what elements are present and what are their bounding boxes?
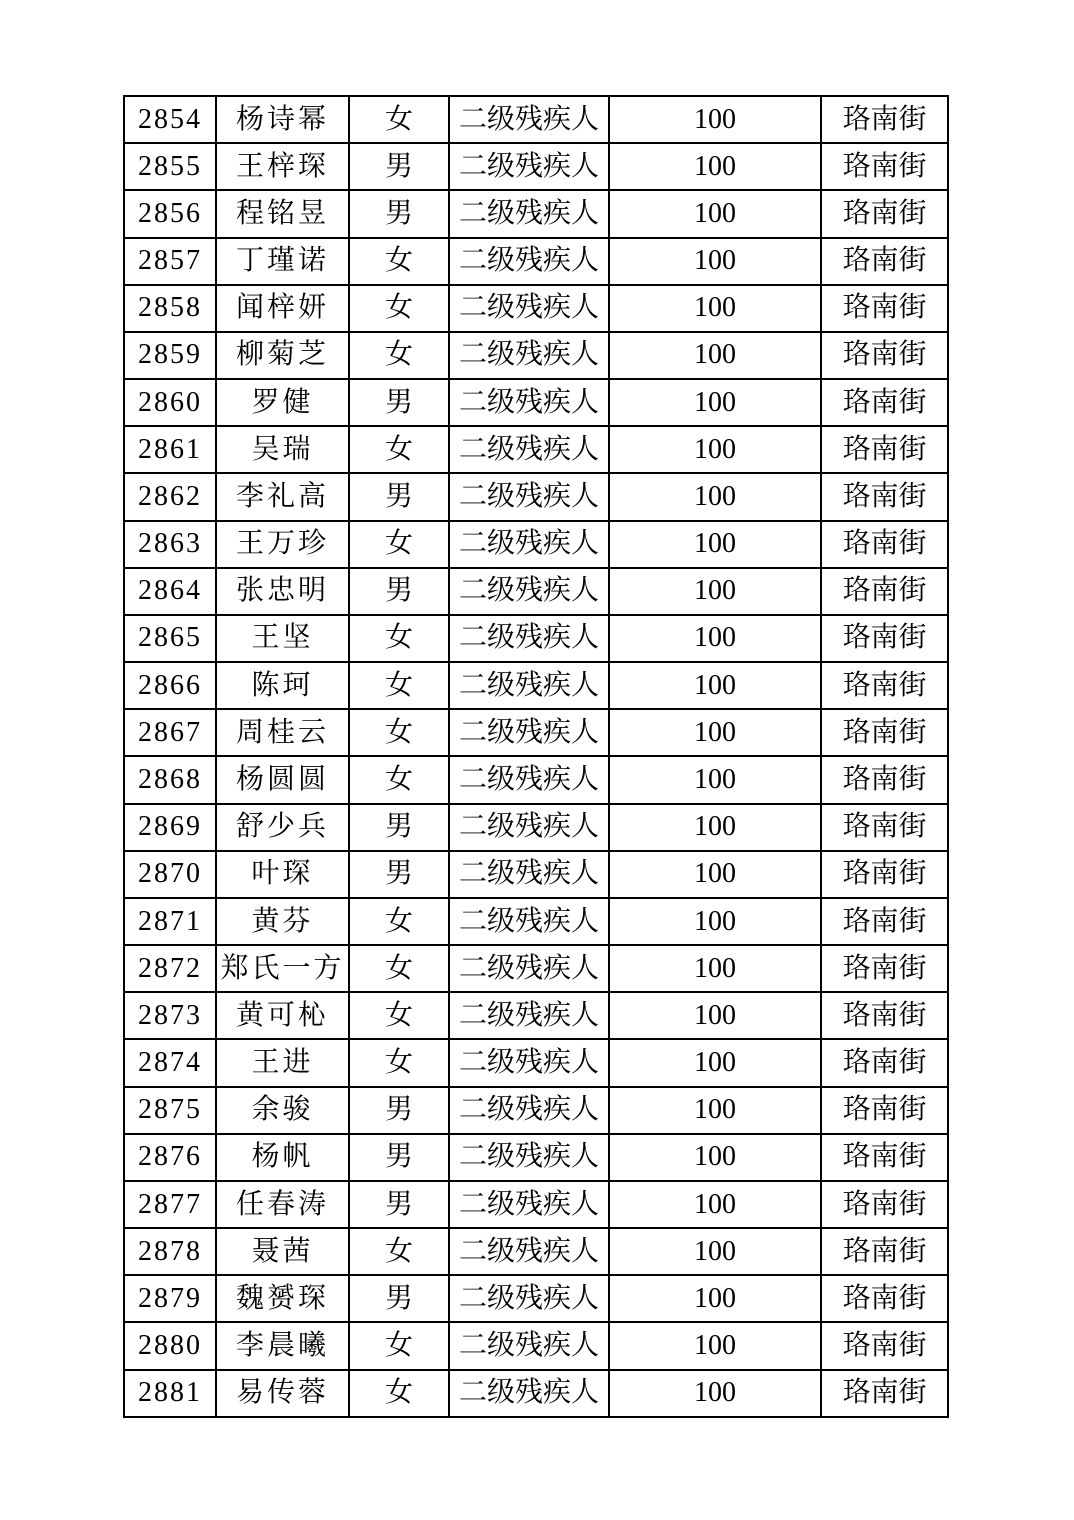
cell-serial-number: 2879 [124,1275,216,1322]
cell-gender: 女 [349,756,449,803]
table-row [124,851,948,898]
cell-category: 二级残疾人 [449,615,609,662]
cell-gender: 男 [349,1134,449,1181]
table-row [124,615,948,662]
cell-amount: 100 [609,521,821,568]
table-row [124,1228,948,1275]
cell-amount: 100 [609,1134,821,1181]
cell-person-name: 黄可杺 [216,992,349,1039]
cell-amount: 100 [609,285,821,332]
cell-category: 二级残疾人 [449,190,609,237]
cell-serial-number: 2863 [124,521,216,568]
cell-person-name: 聂茜 [216,1228,349,1275]
cell-street: 珞南街 [821,473,948,520]
cell-category: 二级残疾人 [449,473,609,520]
cell-amount: 100 [609,1087,821,1134]
cell-category: 二级残疾人 [449,945,609,992]
cell-gender: 男 [349,379,449,426]
cell-person-name: 王坚 [216,615,349,662]
cell-street: 珞南街 [821,521,948,568]
cell-serial-number: 2876 [124,1134,216,1181]
table-row [124,96,948,143]
cell-amount: 100 [609,804,821,851]
cell-gender: 男 [349,143,449,190]
table-row [124,756,948,803]
cell-amount: 100 [609,96,821,143]
cell-amount: 100 [609,756,821,803]
cell-amount: 100 [609,1275,821,1322]
cell-serial-number: 2868 [124,756,216,803]
cell-person-name: 李晨曦 [216,1322,349,1369]
cell-category: 二级残疾人 [449,1370,609,1417]
cell-category: 二级残疾人 [449,521,609,568]
cell-serial-number: 2866 [124,662,216,709]
cell-amount: 100 [609,851,821,898]
cell-serial-number: 2881 [124,1370,216,1417]
cell-person-name: 杨帆 [216,1134,349,1181]
cell-serial-number: 2865 [124,615,216,662]
cell-person-name: 罗健 [216,379,349,426]
cell-gender: 女 [349,1370,449,1417]
cell-gender: 男 [349,1181,449,1228]
cell-category: 二级残疾人 [449,379,609,426]
cell-category: 二级残疾人 [449,804,609,851]
cell-street: 珞南街 [821,945,948,992]
table-row [124,898,948,945]
cell-street: 珞南街 [821,1134,948,1181]
cell-category: 二级残疾人 [449,898,609,945]
cell-gender: 女 [349,898,449,945]
cell-person-name: 丁瑾诺 [216,238,349,285]
table-row [124,521,948,568]
cell-amount: 100 [609,992,821,1039]
cell-category: 二级残疾人 [449,1322,609,1369]
cell-category: 二级残疾人 [449,238,609,285]
cell-serial-number: 2873 [124,992,216,1039]
cell-gender: 女 [349,709,449,756]
cell-person-name: 程铭昱 [216,190,349,237]
cell-category: 二级残疾人 [449,426,609,473]
cell-amount: 100 [609,1181,821,1228]
cell-street: 珞南街 [821,568,948,615]
cell-serial-number: 2855 [124,143,216,190]
cell-street: 珞南街 [821,285,948,332]
cell-person-name: 魏赟琛 [216,1275,349,1322]
cell-street: 珞南街 [821,238,948,285]
cell-category: 二级残疾人 [449,568,609,615]
cell-street: 珞南街 [821,615,948,662]
cell-amount: 100 [609,143,821,190]
cell-gender: 女 [349,662,449,709]
table-row [124,1087,948,1134]
cell-gender: 男 [349,190,449,237]
cell-person-name: 王万珍 [216,521,349,568]
cell-street: 珞南街 [821,426,948,473]
cell-gender: 女 [349,238,449,285]
cell-amount: 100 [609,662,821,709]
cell-serial-number: 2870 [124,851,216,898]
cell-amount: 100 [609,898,821,945]
table-row [124,143,948,190]
cell-person-name: 郑氏一方 [216,945,349,992]
cell-serial-number: 2861 [124,426,216,473]
cell-gender: 男 [349,851,449,898]
cell-person-name: 叶琛 [216,851,349,898]
cell-gender: 女 [349,1322,449,1369]
cell-person-name: 吴瑞 [216,426,349,473]
cell-category: 二级残疾人 [449,851,609,898]
cell-person-name: 任春涛 [216,1181,349,1228]
cell-street: 珞南街 [821,1228,948,1275]
cell-person-name: 易传蓉 [216,1370,349,1417]
cell-category: 二级残疾人 [449,1087,609,1134]
table-row [124,1370,948,1417]
cell-street: 珞南街 [821,1370,948,1417]
cell-gender: 男 [349,568,449,615]
table-row [124,238,948,285]
cell-amount: 100 [609,1039,821,1086]
cell-category: 二级残疾人 [449,1039,609,1086]
cell-gender: 女 [349,332,449,379]
cell-street: 珞南街 [821,804,948,851]
cell-person-name: 王进 [216,1039,349,1086]
cell-street: 珞南街 [821,1039,948,1086]
cell-gender: 男 [349,1275,449,1322]
cell-amount: 100 [609,426,821,473]
cell-person-name: 杨诗幂 [216,96,349,143]
cell-category: 二级残疾人 [449,1228,609,1275]
cell-street: 珞南街 [821,379,948,426]
cell-street: 珞南街 [821,1181,948,1228]
table-row [124,285,948,332]
cell-gender: 男 [349,473,449,520]
cell-person-name: 周桂云 [216,709,349,756]
cell-gender: 男 [349,804,449,851]
cell-serial-number: 2860 [124,379,216,426]
cell-category: 二级残疾人 [449,1181,609,1228]
cell-serial-number: 2857 [124,238,216,285]
cell-gender: 女 [349,992,449,1039]
table-row [124,1322,948,1369]
cell-amount: 100 [609,332,821,379]
cell-amount: 100 [609,1370,821,1417]
cell-serial-number: 2864 [124,568,216,615]
cell-serial-number: 2867 [124,709,216,756]
cell-serial-number: 2859 [124,332,216,379]
cell-category: 二级残疾人 [449,1134,609,1181]
table-row [124,568,948,615]
cell-person-name: 张忠明 [216,568,349,615]
cell-street: 珞南街 [821,756,948,803]
cell-street: 珞南街 [821,1275,948,1322]
cell-person-name: 余骏 [216,1087,349,1134]
cell-person-name: 陈珂 [216,662,349,709]
table-row [124,1134,948,1181]
cell-street: 珞南街 [821,1087,948,1134]
cell-amount: 100 [609,379,821,426]
cell-serial-number: 2871 [124,898,216,945]
cell-amount: 100 [609,709,821,756]
cell-category: 二级残疾人 [449,1275,609,1322]
cell-gender: 女 [349,615,449,662]
cell-serial-number: 2872 [124,945,216,992]
cell-serial-number: 2880 [124,1322,216,1369]
cell-serial-number: 2877 [124,1181,216,1228]
cell-serial-number: 2854 [124,96,216,143]
cell-category: 二级残疾人 [449,332,609,379]
cell-gender: 女 [349,96,449,143]
table-row [124,804,948,851]
cell-street: 珞南街 [821,662,948,709]
cell-street: 珞南街 [821,992,948,1039]
cell-street: 珞南街 [821,96,948,143]
table-row [124,473,948,520]
cell-street: 珞南街 [821,190,948,237]
cell-person-name: 李礼高 [216,473,349,520]
cell-person-name: 杨圆圆 [216,756,349,803]
cell-gender: 女 [349,285,449,332]
table-row [124,1275,948,1322]
cell-serial-number: 2875 [124,1087,216,1134]
table-row [124,992,948,1039]
cell-amount: 100 [609,190,821,237]
cell-serial-number: 2874 [124,1039,216,1086]
cell-gender: 女 [349,945,449,992]
cell-gender: 女 [349,1228,449,1275]
table-row [124,190,948,237]
cell-person-name: 王梓琛 [216,143,349,190]
table-row [124,426,948,473]
cell-amount: 100 [609,473,821,520]
cell-person-name: 闻梓妍 [216,285,349,332]
cell-gender: 男 [349,1087,449,1134]
table-row [124,332,948,379]
cell-category: 二级残疾人 [449,992,609,1039]
cell-gender: 女 [349,521,449,568]
cell-category: 二级残疾人 [449,143,609,190]
cell-street: 珞南街 [821,851,948,898]
cell-amount: 100 [609,238,821,285]
table-row [124,1039,948,1086]
table-row [124,709,948,756]
cell-serial-number: 2856 [124,190,216,237]
cell-serial-number: 2862 [124,473,216,520]
table-row [124,379,948,426]
cell-serial-number: 2869 [124,804,216,851]
cell-amount: 100 [609,945,821,992]
table-body [124,96,948,1417]
cell-person-name: 柳菊芝 [216,332,349,379]
cell-person-name: 舒少兵 [216,804,349,851]
cell-category: 二级残疾人 [449,662,609,709]
cell-category: 二级残疾人 [449,285,609,332]
cell-category: 二级残疾人 [449,756,609,803]
cell-serial-number: 2878 [124,1228,216,1275]
cell-amount: 100 [609,615,821,662]
cell-street: 珞南街 [821,709,948,756]
cell-street: 珞南街 [821,898,948,945]
cell-category: 二级残疾人 [449,96,609,143]
cell-street: 珞南街 [821,143,948,190]
table-row [124,1181,948,1228]
beneficiary-table [123,95,949,1418]
cell-street: 珞南街 [821,332,948,379]
cell-gender: 女 [349,1039,449,1086]
cell-gender: 女 [349,426,449,473]
cell-serial-number: 2858 [124,285,216,332]
cell-category: 二级残疾人 [449,709,609,756]
table-row [124,662,948,709]
cell-amount: 100 [609,1228,821,1275]
cell-amount: 100 [609,1322,821,1369]
cell-amount: 100 [609,568,821,615]
cell-street: 珞南街 [821,1322,948,1369]
cell-person-name: 黄芬 [216,898,349,945]
table-row [124,945,948,992]
